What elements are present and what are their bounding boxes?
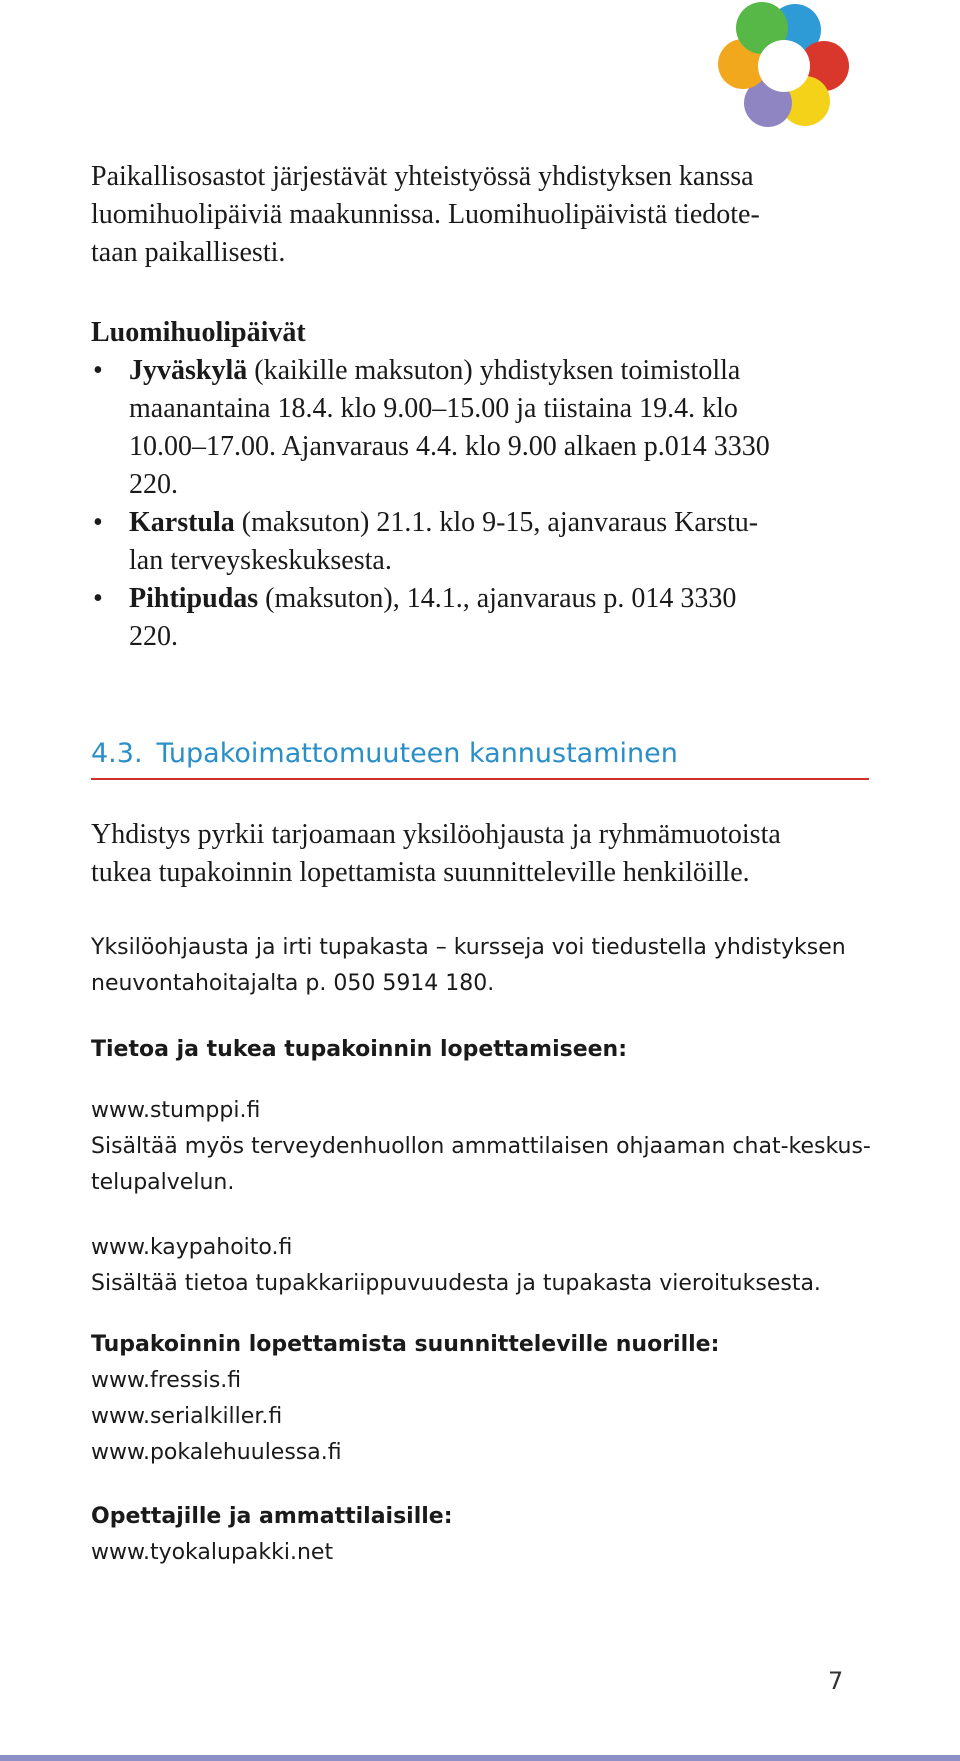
youth-link[interactable]: www.pokalehuulessa.fi: [91, 1440, 342, 1465]
bullet-icon: •: [93, 507, 103, 538]
counselling-paragraph: [91, 930, 871, 1002]
event-list: [91, 352, 871, 656]
professionals-heading: Opettajille ja ammattilaisille:: [91, 1504, 453, 1529]
list-item: [91, 352, 871, 504]
event-text: (maksuton) 21.1. klo 9-15, ajanvaraus Karstu-: [234, 507, 759, 538]
kaypahoito-block: [91, 1230, 871, 1302]
intro-line: luomihuolipäiviä maakunnissa. Luomihuolipäivistä tiedote-: [91, 199, 760, 230]
event-text: 220.: [129, 469, 178, 500]
section-number: 4.3.: [91, 738, 143, 769]
youth-heading: Tupakoinnin lopettamista suunnitteleville nuorille:: [91, 1332, 720, 1357]
event-text: lan terveyskeskuksesta.: [129, 545, 392, 576]
counselling-line: Yksilöohjausta ja irti tupakasta – kursseja voi tiedustella yhdistyksen: [91, 935, 846, 960]
professionals-link[interactable]: www.tyokalupakki.net: [91, 1540, 334, 1565]
youth-link[interactable]: www.fressis.fi: [91, 1368, 242, 1393]
list-item: [91, 504, 871, 580]
stumppi-link[interactable]: www.stumppi.fi: [91, 1098, 261, 1123]
stumppi-block: [91, 1093, 871, 1201]
list-item: [91, 580, 871, 656]
counselling-line: neuvontahoitajalta p. 050 5914 180.: [91, 971, 495, 996]
event-text: 10.00–17.00. Ajanvaraus 4.4. klo 9.00 alkaen p.014 3330: [129, 431, 770, 462]
event-text: (kaikille maksuton) yhdistyksen toimistolla: [247, 355, 741, 386]
event-place: Jyväskylä: [129, 355, 248, 386]
footer-bar: [0, 1755, 960, 1761]
organization-logo: [700, 0, 860, 130]
kaypahoito-link[interactable]: www.kaypahoito.fi: [91, 1235, 293, 1260]
luomihuolipaivat-heading: Luomihuolipäivät: [91, 317, 306, 348]
intro-line: taan paikallisesti.: [91, 237, 286, 268]
event-place: Pihtipudas: [129, 583, 259, 614]
stumppi-desc: telupalvelun.: [91, 1170, 235, 1195]
bullet-icon: •: [93, 583, 103, 614]
section-heading: [91, 736, 869, 780]
lead-line: Yhdistys pyrkii tarjoamaan yksilöohjausta ja ryhmämuotoista: [91, 819, 781, 850]
page-number: 7: [828, 1667, 844, 1695]
youth-link[interactable]: www.serialkiller.fi: [91, 1404, 283, 1429]
event-text: (maksuton), 14.1., ajanvaraus p. 014 3330: [258, 583, 737, 614]
intro-line: Paikallisosastot järjestävät yhteistyössä yhdistyksen kanssa: [91, 161, 754, 192]
lead-paragraph: [91, 816, 871, 892]
stumppi-desc: Sisältää myös terveydenhuollon ammattilaisen ohjaaman chat-keskus-: [91, 1134, 871, 1159]
intro-paragraph: [91, 158, 871, 272]
youth-block: [91, 1327, 871, 1471]
kaypahoito-desc: Sisältää tietoa tupakkariippuvuudesta ja tupakasta vieroituksesta.: [91, 1271, 821, 1296]
lead-line: tukea tupakoinnin lopettamista suunnitteleville henkilöille.: [91, 857, 750, 888]
section-title: Tupakoimattomuuteen kannustaminen: [156, 738, 678, 769]
bullet-icon: •: [93, 355, 103, 386]
event-text: 220.: [129, 621, 178, 652]
info-heading: Tietoa ja tukea tupakoinnin lopettamiseen:: [91, 1037, 628, 1062]
professionals-block: [91, 1499, 871, 1571]
event-text: maanantaina 18.4. klo 9.00–15.00 ja tiistaina 19.4. klo: [129, 393, 738, 424]
event-place: Karstula: [129, 507, 235, 538]
